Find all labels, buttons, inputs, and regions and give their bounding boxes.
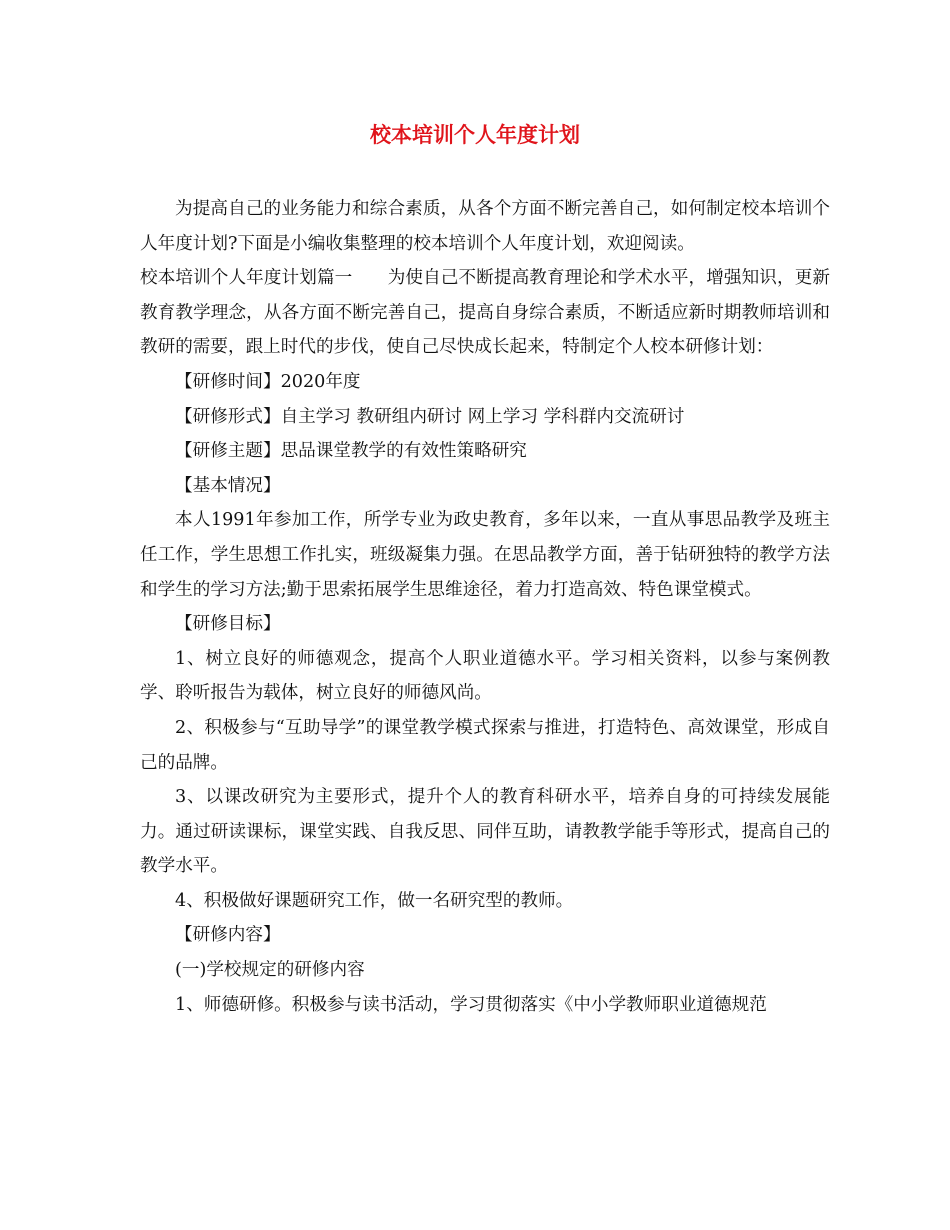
paragraph-basic-info: 本人1991年参加工作，所学专业为政史教育，多年以来，一直从事思品教学及班主任工作，学生思想工作扎实，班级凝集力强。在思品教学方面，善于钻研独特的教学方法和学生的学习方法;勤于思索拓展学生思维途径，着力打造高效、特色课堂模式。 bbox=[140, 510, 830, 600]
paragraph-study-form: 【研修形式】自主学习 教研组内研讨 网上学习 学科群内交流研讨 bbox=[175, 406, 685, 427]
paragraph-goal-2: 2、积极参与“互助导学”的课堂教学模式探索与推进，打造特色、高效课堂，形成自己的品牌。 bbox=[140, 717, 830, 773]
paragraph-content-ethics: 1、师德研修。积极参与读书活动，学习贯彻落实《中小学教师职业道德规范 bbox=[175, 994, 767, 1015]
paragraph-intro: 为提高自己的业务能力和综合素质，从各个方面不断完善自己，如何制定校本培训个人年度计划?下面是小编收集整理的校本培训个人年度计划，欢迎阅读。 bbox=[140, 199, 830, 254]
document-body bbox=[140, 192, 830, 1022]
document-title: 校本培训个人年度计划 bbox=[370, 122, 580, 147]
paragraph-study-time: 【研修时间】2020年度 bbox=[175, 371, 361, 392]
paragraph-content-heading: 【研修内容】 bbox=[175, 925, 281, 946]
paragraph-study-theme: 【研修主题】思品课堂教学的有效性策略研究 bbox=[175, 441, 527, 462]
paragraph-basic-heading: 【基本情况】 bbox=[175, 475, 281, 496]
paragraph-content-school: (一)学校规定的研修内容 bbox=[175, 960, 365, 981]
paragraph-goals-heading: 【研修目标】 bbox=[175, 614, 281, 635]
paragraph-plan-one: 校本培训个人年度计划篇一 为使自己不断提高教育理论和学术水平，增强知识，更新教育教学理念，从各方面不断完善自己，提高自身综合素质，不断适应新时期教师培训和教研的需要，跟上时代的步伐，使自己尽快成长起来，特制定个人校本研修计划： bbox=[140, 268, 830, 358]
paragraph-goal-1: 1、树立良好的师德观念，提高个人职业道德水平。学习相关资料，以参与案例教学、聆听报告为载体，树立良好的师德风尚。 bbox=[140, 648, 830, 704]
paragraph-goal-3: 3、以课改研究为主要形式，提升个人的教育科研水平，培养自身的可持续发展能力。通过研读课标，课堂实践、自我反思、同伴互助，请教教学能手等形式，提高自己的教学水平。 bbox=[140, 787, 830, 877]
paragraph-goal-4: 4、积极做好课题研究工作，做一名研究型的教师。 bbox=[175, 890, 574, 911]
